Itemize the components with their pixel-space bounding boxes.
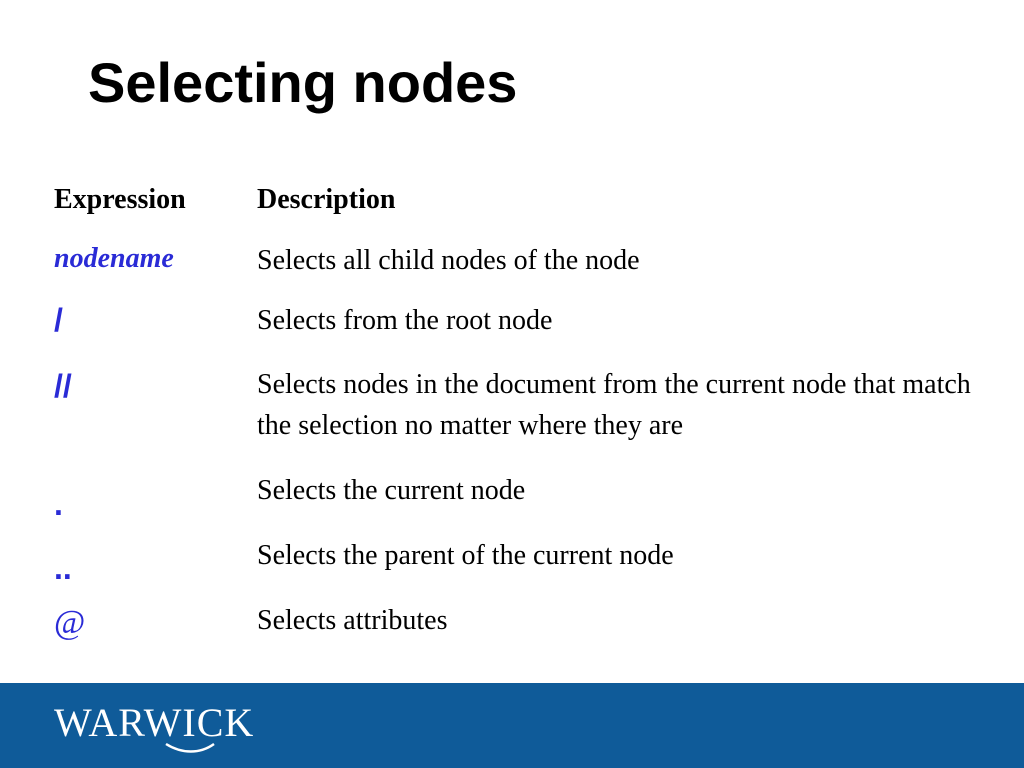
column-header-description: Description (257, 184, 396, 215)
description-parent: Selects the parent of the current node (257, 540, 674, 571)
slide-title: Selecting nodes (88, 51, 518, 114)
description-current: Selects the current node (257, 475, 526, 506)
description-root: Selects from the root node (257, 305, 553, 336)
description-nodename: Selects all child nodes of the node (257, 245, 640, 276)
expression-root: / (54, 302, 63, 338)
expression-attribute: @ (54, 604, 86, 641)
expression-current: . (54, 486, 63, 522)
expression-nodename: nodename (54, 243, 174, 274)
expression-descendant: // (54, 368, 72, 404)
column-header-expression: Expression (54, 184, 186, 215)
expression-parent: .. (54, 550, 72, 586)
svg-text:WARWICK: WARWICK (54, 700, 255, 745)
description-descendant: Selects nodes in the document from the current node that match the selection no matter where they are (257, 369, 971, 441)
description-attribute: Selects attributes (257, 605, 448, 636)
warwick-logo-mark (54, 700, 294, 760)
